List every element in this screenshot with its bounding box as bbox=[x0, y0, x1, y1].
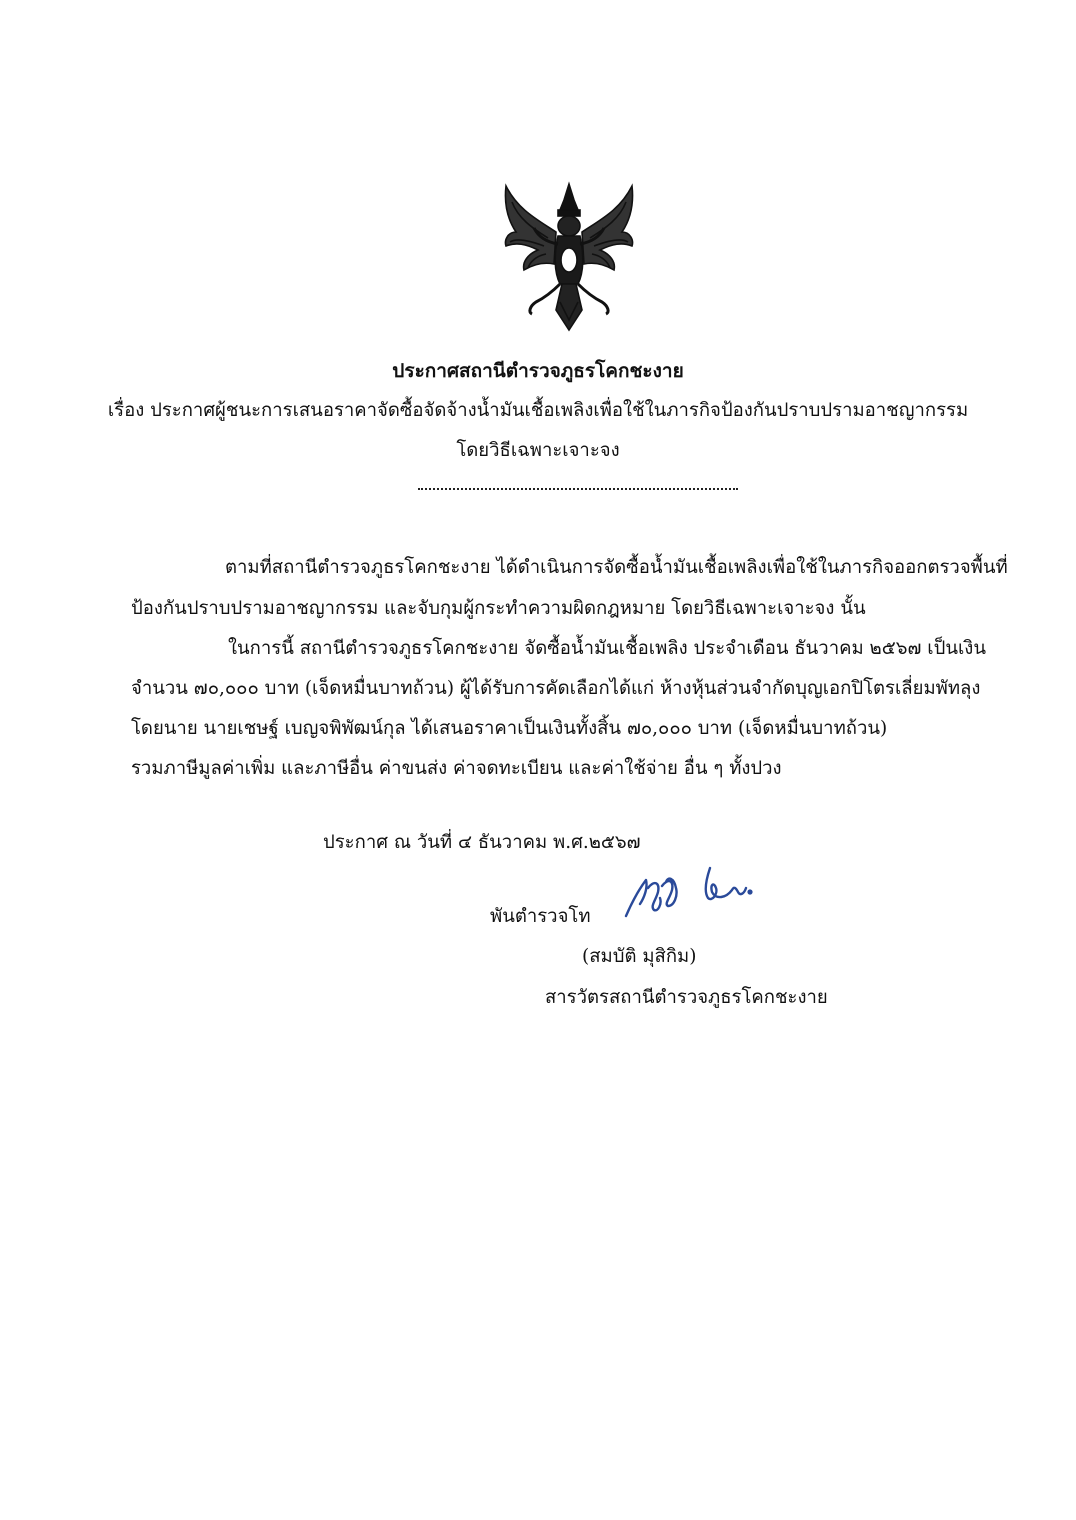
subject-line-1: เรื่อง ประกาศผู้ชนะการเสนอราคาจัดซื้อจัดจ้างน้ำมันเชื้อเพลิงเพื่อใช้ในภารกิจป้องกันปราบปรามอาชญากรรม bbox=[107, 400, 969, 421]
dotted-divider bbox=[418, 488, 738, 490]
paragraph-2-line-1: ในการนี้ สถานีตำรวจภูธรโคกชะงาย จัดซื้อน้ำมันเชื้อเพลิง ประจำเดือน ธันวาคม ๒๕๖๗ เป็นเงิน bbox=[228, 638, 986, 659]
signer-rank: พันตำรวจโท bbox=[490, 906, 591, 927]
paragraph-1-line-2: ป้องกันปราบปรามอาชญากรรม และจับกุมผู้กระทำความผิดกฎหมาย โดยวิธีเฉพาะเจาะจง นั้น bbox=[131, 598, 866, 619]
garuda-emblem-icon bbox=[498, 180, 640, 336]
document-title: ประกาศสถานีตำรวจภูธรโคกชะงาย bbox=[392, 360, 684, 382]
paragraph-2-line-4: รวมภาษีมูลค่าเพิ่ม และภาษีอื่น ค่าขนส่ง ค่าจดทะเบียน และค่าใช้จ่าย อื่น ๆ ทั้งปวง bbox=[131, 758, 782, 779]
paragraph-2-line-2: จำนวน ๗๐,๐๐๐ บาท (เจ็ดหมื่นบาทถ้วน) ผู้ได้รับการคัดเลือกได้แก่ ห้างหุ้นส่วนจำกัดบุญเอกปิโตรเลี่ยมพัทลุง bbox=[131, 678, 981, 699]
paragraph-1-line-1: ตามที่สถานีตำรวจภูธรโคกชะงาย ได้ดำเนินการจัดซื้อน้ำมันเชื้อเพลิงเพื่อใช้ในภารกิจออกตรวจพื้นที่ bbox=[225, 557, 1008, 578]
announcement-date: ประกาศ ณ วันที่ ๔ ธันวาคม พ.ศ.๒๕๖๗ bbox=[323, 832, 641, 853]
signer-name: (สมบัติ มุสิกิม) bbox=[582, 946, 697, 967]
paragraph-2-line-3: โดยนาย นายเชษฐ์ เบญจพิพัฒน์กุล ได้เสนอราคาเป็นเงินทั้งสิ้น ๗๐,๐๐๐ บาท (เจ็ดหมื่นบาทถ้วน) bbox=[131, 718, 888, 739]
subject-line-2: โดยวิธีเฉพาะเจาะจง bbox=[456, 440, 620, 461]
handwritten-signature bbox=[618, 858, 768, 928]
signer-position: สารวัตรสถานีตำรวจภูธรโคกชะงาย bbox=[545, 987, 828, 1008]
